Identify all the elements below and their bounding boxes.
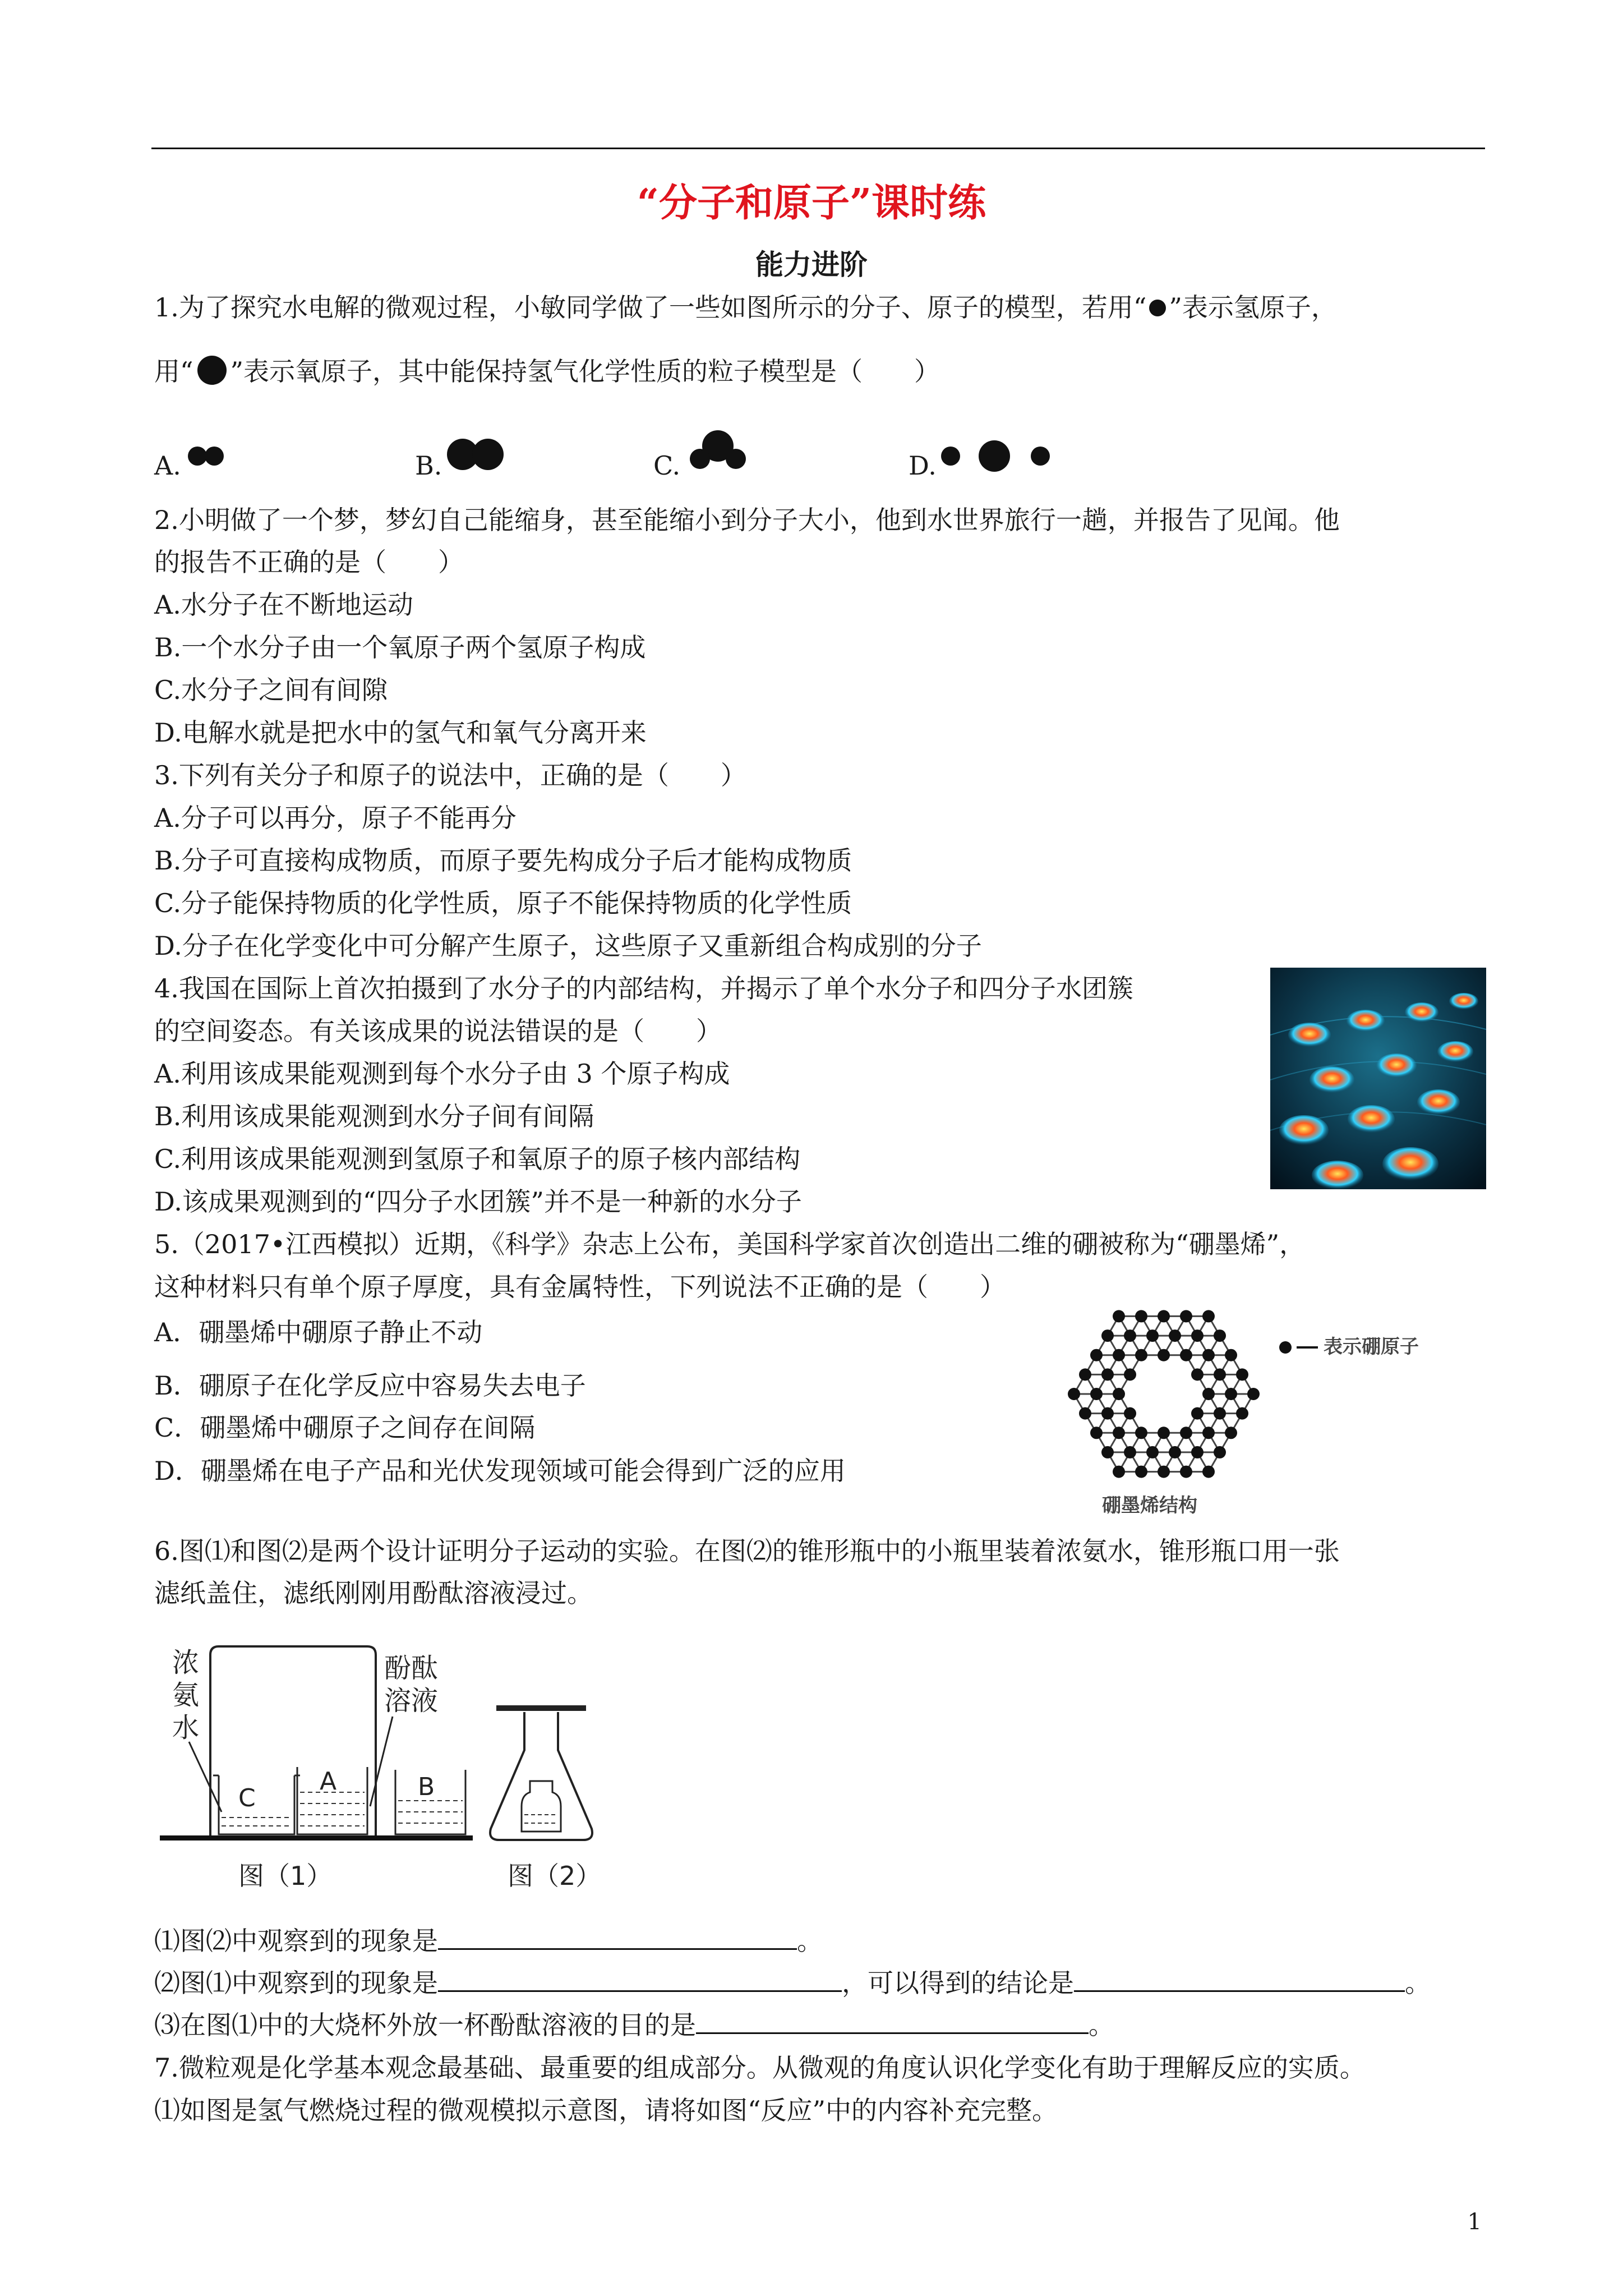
lab-bench [160,1835,473,1841]
boron-atom [1214,1368,1226,1381]
q3-line1: 3.下列有关分子和原子的说法中，正确的是（ ） [154,760,746,790]
q5-option-d[interactable]: D．硼墨烯在电子产品和光伏发现领域可能会得到广泛的应用 [154,1456,846,1486]
boron-atom [1113,1349,1125,1361]
beaker-b-label: B [418,1773,435,1801]
boron-atom [1135,1349,1147,1361]
model-d-atoms-icon [937,436,1060,476]
q4-line2: 的空间姿态。有关该成果的说法错误的是（ ） [154,1016,722,1046]
boron-atom [1225,1349,1237,1361]
q4-option-a[interactable]: A.利用该成果能观测到每个水分子由 3 个原子构成 [154,1059,730,1089]
q6-sub2: ⑵图⑴中观察到的现象是 ，可以得到的结论是 。 [154,1968,1431,1998]
borophene-figure [1066,1296,1503,1520]
boron-atom [1101,1368,1114,1381]
q3-option-c[interactable]: C.分子能保持物质的化学性质，原子不能保持物质的化学性质 [154,888,852,918]
boron-atom [1101,1329,1114,1342]
model-a-h2-icon [185,442,230,470]
boron-atom [1214,1446,1226,1458]
phenol-label-1: 酚酞 [384,1653,439,1684]
filter-paper [496,1705,586,1711]
boron-atom [1124,1368,1136,1381]
ammonia-label-1: 浓 [172,1647,200,1678]
q3-option-a[interactable]: A.分子可以再分，原子不能再分 [154,803,517,833]
boron-atom [1247,1388,1260,1400]
boron-atom [1124,1407,1136,1420]
q5-option-a[interactable]: A．硼墨烯中硼原子静止不动 [154,1317,483,1347]
boron-atom [1135,1310,1147,1322]
q6-sub3: ⑶在图⑴中的大烧杯外放一杯酚酞溶液的目的是 。 [154,2010,1114,2040]
q2-option-c[interactable]: C.水分子之间有间隙 [154,675,388,705]
phenol-label-2: 溶液 [384,1685,439,1717]
boron-atom [1090,1427,1103,1439]
boron-atom [1180,1349,1192,1361]
q5-option-c[interactable]: C．硼墨烯中硼原子之间存在间隔 [154,1412,536,1443]
legend-atom-icon [1279,1341,1292,1354]
boron-atom [1124,1446,1136,1458]
boron-atom [1135,1427,1147,1439]
boron-atom [1146,1446,1159,1458]
model-b-o2-icon [443,435,510,474]
q2-option-a[interactable]: A.水分子在不断地运动 [154,590,413,620]
boron-atom [1169,1446,1181,1458]
q2-line2: 的报告不正确的是（ ） [154,547,464,577]
legend-label: 表示硼原子 [1324,1336,1419,1358]
q1-line1: 1.为了探究水电解的微观过程，小敏同学做了一些如图所示的分子、原子的模型，若用“ ”表示氢原子， [154,292,1337,323]
boron-atom [1236,1407,1248,1420]
boron-atom [1079,1407,1091,1420]
ammonia-label-2: 氨 [172,1680,200,1711]
boron-atom [1191,1329,1204,1342]
boron-atom [1113,1466,1125,1478]
boron-atom [1135,1466,1147,1478]
boron-atom [1202,1388,1215,1400]
model-c-h2o-icon [684,426,751,477]
q5-line1: 5.（2017•江西模拟）近期，《科学》杂志上公布，美国科学家首次创造出二维的硼被称为“硼墨烯”， [154,1229,1306,1259]
beaker-c-label: C [238,1784,256,1812]
borophene-lattice [1068,1310,1260,1478]
boron-atom [1225,1388,1237,1400]
boron-atom [1113,1388,1125,1400]
small-bottle [522,1781,561,1832]
page-title: “分子和原子”课时练 [637,181,986,226]
figure2-caption: 图（2） [508,1861,602,1891]
conical-flask [490,1712,592,1840]
figure-caption: 硼墨烯结构 [1102,1494,1197,1517]
boron-atom [1101,1407,1114,1420]
q6-blank1[interactable] [438,1926,797,1950]
large-beaker [210,1646,376,1837]
boron-atom [1191,1407,1204,1420]
q2-option-b[interactable]: B.一个水分子由一个氧原子两个氢原子构成 [154,632,646,662]
boron-atom [1180,1466,1192,1478]
boron-atom [1202,1310,1215,1322]
q6-blank4[interactable] [696,2010,1089,2034]
boron-atom [1113,1310,1125,1322]
beaker-a-label: A [320,1767,337,1796]
boron-atom [1158,1310,1170,1322]
q2-option-d[interactable]: D.电解水就是把水中的氢气和氧气分离开来 [154,717,647,748]
q6-blank2[interactable] [438,1968,842,1992]
q4-line1: 4.我国在国际上首次拍摄到了水分子的内部结构，并揭示了单个水分子和四分子水团簇 [154,973,1133,1004]
header-rule [151,148,1485,149]
page-number: 1 [1467,2209,1482,2235]
boron-atom [1158,1349,1170,1361]
boron-atom [1214,1329,1226,1342]
water-molecule-image [1270,968,1486,1189]
boron-atom [1090,1388,1103,1400]
boron-atom [1068,1388,1080,1400]
q5-option-b[interactable]: B．硼原子在化学反应中容易失去电子 [154,1370,586,1401]
q1-option-b[interactable]: B. [415,450,442,481]
boron-atom [1180,1310,1192,1322]
boron-atom [1191,1368,1204,1381]
q3-option-b[interactable]: B.分子可直接构成物质，而原子要先构成分子后才能构成物质 [154,845,852,876]
q6-line2: 滤纸盖住，滤纸刚刚用酚酞溶液浸过。 [154,1578,593,1608]
boron-atom [1202,1466,1215,1478]
q6-line1: 6.图⑴和图⑵是两个设计证明分子运动的实验。在图⑵的锥形瓶中的小瓶里装着浓氨水，锥形瓶口用一张 [154,1536,1340,1566]
boron-atom [1090,1349,1103,1361]
boron-atom [1079,1368,1091,1381]
q3-option-d[interactable]: D.分子在化学变化中可分解产生原子，这些原子又重新组合构成别的分子 [154,931,982,961]
figure1-caption: 图（1） [238,1861,333,1891]
boron-atom [1101,1446,1114,1458]
q6-blank3[interactable] [1074,1968,1405,1992]
q4-option-b[interactable]: B.利用该成果能观测到水分子间有间隔 [154,1101,594,1131]
boron-atom [1225,1427,1237,1439]
q7-line1: 7.微粒观是化学基本观念最基础、最重要的组成部分。从微观的角度认识化学变化有助于理解反应的实质。 [154,2053,1366,2083]
section-heading: 能力进阶 [755,248,868,281]
boron-atom [1214,1407,1226,1420]
q1-option-c[interactable]: C. [653,450,681,481]
boron-atom [1158,1427,1170,1439]
q5-line2: 这种材料只有单个原子厚度，具有金属特性，下列说法不正确的是（ ） [154,1272,1006,1302]
q6-sub1: ⑴图⑵中观察到的现象是 。 [154,1926,823,1956]
boron-atom [1146,1329,1159,1342]
boron-atom [1202,1349,1215,1361]
boron-atom [1180,1427,1192,1439]
boron-atom [1169,1329,1181,1342]
q2-line1: 2.小明做了一个梦，梦幻自己能缩身，甚至能缩小到分子大小，他到水世界旅行一趟，并报告了见闻。他 [154,505,1340,535]
oxygen-atom-icon [193,353,230,387]
boron-atom [1202,1427,1215,1439]
boron-atom [1124,1329,1136,1342]
q7-line2: ⑴如图是氢气燃烧过程的微观模拟示意图，请将如图“反应”中的内容补充完整。 [154,2095,1058,2125]
q4-option-c[interactable]: C.利用该成果能观测到氢原子和氧原子的原子核内部结构 [154,1144,801,1174]
hydrogen-atom-icon [1146,297,1169,319]
q1-line2: 用“ ”表示氧原子，其中能保持氢气化学性质的粒子模型是（ ） [154,353,940,388]
boron-atom [1191,1446,1204,1458]
q1-option-a[interactable]: A. [154,450,181,481]
boron-atom [1236,1368,1248,1381]
boron-atom [1113,1427,1125,1439]
experiment-figure [160,1638,620,1902]
q1-option-d[interactable]: D. [909,450,937,481]
boron-atom [1158,1466,1170,1478]
ammonia-label-3: 水 [172,1712,200,1743]
q4-option-d[interactable]: D.该成果观测到的“四分子水团簇”并不是一种新的水分子 [154,1186,802,1217]
